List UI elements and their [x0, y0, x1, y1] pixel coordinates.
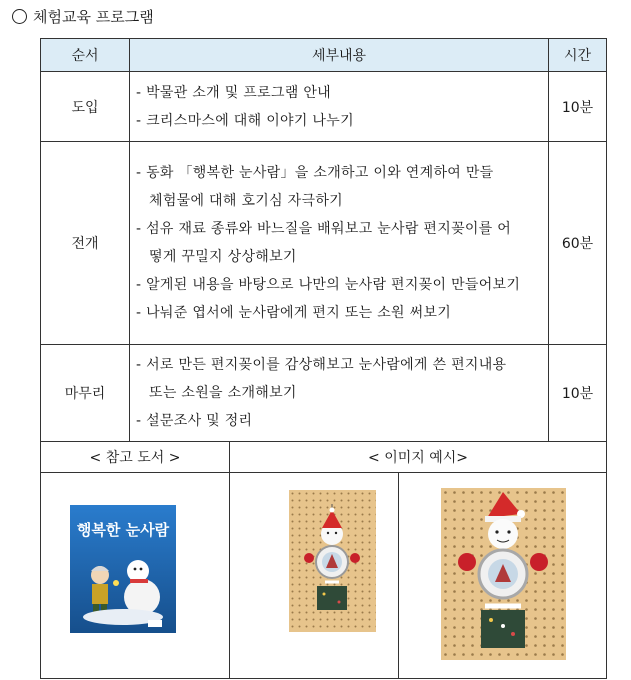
image-row — [41, 473, 607, 679]
circle-bullet-icon — [12, 9, 27, 24]
table-row — [41, 345, 607, 442]
time-cell: 10분 — [549, 72, 607, 142]
header-order: 순서 — [41, 39, 130, 72]
header-details: 세부내용 — [130, 39, 549, 72]
snowman-craft-photo-2 — [441, 488, 566, 660]
table-header-row — [41, 39, 607, 72]
snowman-craft-photo-1 — [289, 490, 376, 632]
book-cover-cell — [41, 473, 230, 679]
program-table — [40, 38, 607, 679]
detail-line: - 섬유 재료 종류와 바느질을 배워보고 눈사람 편지꽂이를 어 — [136, 221, 512, 237]
detail-cell — [130, 142, 549, 345]
section-title-text: 체험교육 프로그램 — [33, 8, 154, 26]
detail-line: 떻게 꾸밀지 상상해보기 — [149, 249, 297, 265]
stage-cell: 도입 — [41, 72, 130, 142]
detail-cell — [130, 72, 549, 142]
detail-line: - 크리스마스에 대해 이야기 나누기 — [136, 112, 354, 129]
detail-line: - 설문조사 및 정리 — [136, 413, 253, 429]
detail-line: - 서로 만든 편지꽂이를 감상해보고 눈사람에게 쓴 편지내용 — [136, 357, 507, 373]
table-row — [41, 72, 607, 142]
stage-cell: 전개 — [41, 142, 130, 345]
detail-line: 또는 소원을 소개해보기 — [149, 385, 297, 401]
detail-cell — [130, 345, 549, 442]
detail-line: - 나눠준 엽서에 눈사람에게 편지 또는 소원 써보기 — [136, 305, 452, 321]
time-cell: 10분 — [549, 345, 607, 442]
detail-line: 체험물에 대해 호기심 자극하기 — [149, 193, 343, 209]
detail-line: - 박물관 소개 및 프로그램 안내 — [136, 84, 331, 101]
book-title: 행복한 눈사람 — [76, 521, 170, 539]
example-image-cell-1 — [230, 473, 399, 679]
example-image-cell-2 — [399, 473, 607, 679]
image-header-row — [41, 442, 607, 473]
stage-cell: 마무리 — [41, 345, 130, 442]
table-row — [41, 142, 607, 345]
reference-label: < 참고 도서 > — [41, 442, 230, 473]
header-time: 시간 — [549, 39, 607, 72]
time-cell: 60분 — [549, 142, 607, 345]
section-title — [12, 6, 154, 27]
detail-line: - 동화 「행복한 눈사람」을 소개하고 이와 연계하여 만들 — [136, 165, 494, 181]
image-example-label: < 이미지 예시> — [230, 442, 607, 473]
book-cover-image — [70, 505, 176, 633]
detail-line: - 알게된 내용을 바탕으로 나만의 눈사람 편지꽂이 만들어보기 — [136, 277, 521, 293]
